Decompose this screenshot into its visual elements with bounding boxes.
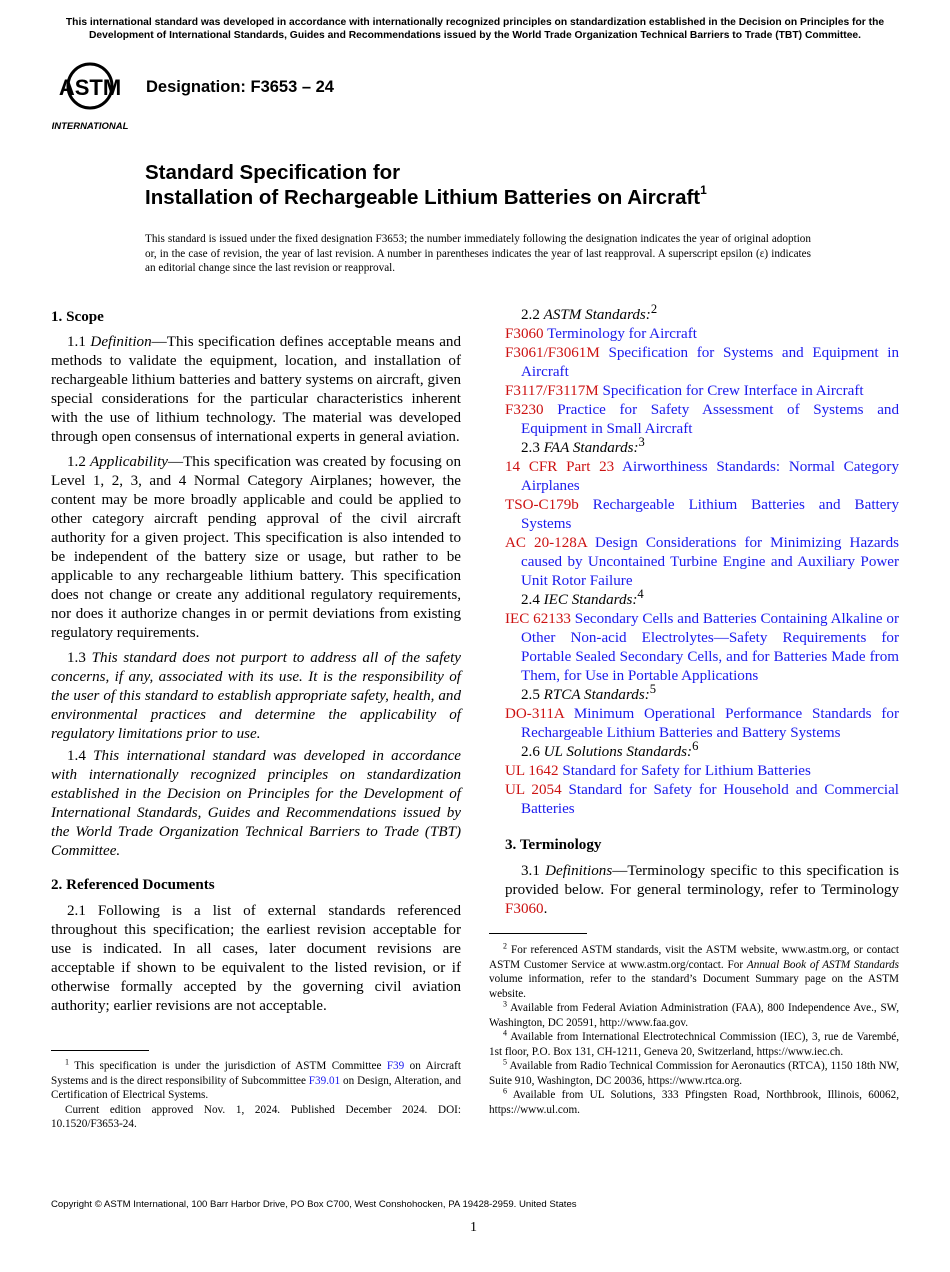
title-line2: Installation of Rechargeable Lithium Batteries on Aircraft <box>145 186 701 209</box>
footnote-4: $^4$ Available from International Electrotechnical Commission (IEC), 3, rue de Varembé, 1st floor, P.O. Box 131, CH-1211, Geneva 20, Switzerland, https://www.iec.ch. <box>489 1028 899 1058</box>
scope-p3: 1.3 This standard does not purport to address all of the safety concerns, if any, associated with its use. It is the responsibility of the user of this standard to establish appropriate safety, health, and environmental practices and determine the applicability of regulatory limitations prior to use. <box>51 650 462 742</box>
logo-subtext: INTERNATIONAL <box>52 121 129 132</box>
faa-standards-label: 2.3 FAA Standards:$^3$ <box>521 434 645 456</box>
page-number: 1 <box>470 1220 477 1235</box>
reference-entry[interactable] <box>505 458 899 496</box>
referenced-p1: 2.1 Following is a list of external standards referenced throughout this specification; the earliest revision acceptable for use is indicated. In all cases, later document revisions are acceptable if shown to be equivalent to the listed revision, or if otherwise formally accepted by the governing civil aviation authority; earlier revisions are not acceptable. <box>51 903 461 1014</box>
reference-entry[interactable] <box>505 496 899 534</box>
reference-title[interactable]: Specification for Systems and Equipment in Aircraft <box>521 345 899 380</box>
reference-entry[interactable] <box>505 781 899 819</box>
iec-standards-label: 2.4 IEC Standards:$^4$ <box>521 586 644 608</box>
title-footnote-mark: 1 <box>700 183 707 198</box>
footnote-1-edition: Current edition approved Nov. 1, 2024. Published December 2024. DOI: 10.1520/F3653-24. <box>51 1103 461 1130</box>
terminology-heading: 3. Terminology <box>505 837 602 853</box>
reference-title[interactable]: Airworthiness Standards: Normal Category Airplanes <box>521 459 899 494</box>
reference-code[interactable]: F3061/F3061M <box>505 345 600 361</box>
ul-standards-label: 2.6 UL Solutions Standards:$^6$ <box>521 738 699 760</box>
reference-title[interactable]: Standard for Safety for Lithium Batteries <box>562 763 811 779</box>
reference-entry[interactable] <box>505 325 899 344</box>
reference-code[interactable]: AC 20-128A <box>505 535 587 551</box>
reference-entry[interactable] <box>505 534 899 591</box>
footnotes-right <box>489 943 899 1117</box>
header-note: This international standard was developed in accordance with internationally recognized principles on standardization established in the Decision on Principles for the Development of International Standards, Guides and Recommendations issued by the World Trade Organization Technical Barriers to Trade (TBT) Committee. <box>65 17 885 41</box>
logo-text: ASTM <box>58 75 122 100</box>
reference-entry[interactable] <box>505 401 899 439</box>
reference-title[interactable]: Secondary Cells and Batteries Containing Alkaline or Other Non-acid Electrolytes—Safety Requirements for Portable Sealed Secondary Cells, and for Batteries Made from Them, for Use in Portable Applications <box>521 611 899 684</box>
scope-heading: 1. Scope <box>51 309 104 325</box>
reference-entry[interactable] <box>505 344 899 382</box>
reference-entry[interactable] <box>505 610 899 686</box>
astm-logo <box>52 58 136 132</box>
reference-code[interactable]: IEC 62133 <box>505 611 571 627</box>
footnote-5: $^5$ Available from Radio Technical Commission for Aeronautics (RTCA), 1150 18th NW, Suite 910, Washington, DC 20036, https://www.rtca.org. <box>489 1057 899 1087</box>
reference-code[interactable]: F3230 <box>505 402 544 418</box>
reference-code[interactable]: DO-311A <box>505 706 564 722</box>
footnote-rule-right <box>489 933 587 934</box>
left-column <box>51 308 461 1016</box>
reference-title[interactable]: Design Considerations for Minimizing Hazards caused by Uncontained Turbine Engine and Auxiliary Power Unit Rotor Failure <box>521 535 899 589</box>
reference-code[interactable]: F3117/F3117M <box>505 383 599 399</box>
reference-entry[interactable] <box>505 382 899 401</box>
terminology-p1: 3.1 Definitions—Terminology specific to this specification is provided below. For general terminology, refer to Terminology F3060. <box>505 863 900 917</box>
footnote-1: $^1$ This specification is under the jurisdiction of ASTM Committee F39 on Aircraft Systems and is the direct responsibility of Subcommittee F39.01 on Design, Alteration, and Certification of Electrical Systems. Current edition approved Nov. 1, 2024. Published December 2024. DOI: 10.1520/F3653-24. <box>51 1057 461 1130</box>
reference-title[interactable]: Terminology for Aircraft <box>547 326 697 342</box>
designation: Designation: F3653 – 24 <box>146 78 334 96</box>
issued-note: This standard is issued under the fixed designation F3653; the number immediately following the designation indicates the year of original adoption or, in the case of revision, the year of last revision. A number in parentheses indicates the year of last reapproval. A superscript epsilon (ε) indicates an editorial change since the last revision or reapproval. <box>145 233 811 275</box>
reference-code[interactable]: 14 CFR Part 23 <box>505 459 615 475</box>
reference-title[interactable]: Practice for Safety Assessment of Systems and Equipment in Small Aircraft <box>521 402 899 437</box>
reference-code[interactable]: UL 1642 <box>505 763 559 779</box>
scope-p1: 1.1 Definition—This specification defines acceptable means and methods to validate the equipment, location, and installation of rechargeable lithium batteries and battery systems on aircraft, given special considerations for the particular characteristics inherent with the use of lithium technology. The material was developed through open consensus of international experts in general aviation. <box>51 334 462 445</box>
reference-code[interactable]: UL 2054 <box>505 782 562 798</box>
reference-entry[interactable] <box>505 705 899 743</box>
rtca-standards-label: 2.5 RTCA Standards:$^5$ <box>521 681 657 703</box>
footnote-6: $^6$ Available from UL Solutions, 333 Pfingsten Road, Northbrook, Illinois, 60062, https://www.ul.com. <box>489 1086 899 1116</box>
scope-p4: 1.4 This international standard was developed in accordance with internationally recognized principles on standardization established in the Decision on Principles for the Development of International Standards, Guides and Recommendations issued by the World Trade Organization Technical Barriers to Trade (TBT) Committee. <box>51 748 462 859</box>
reference-title[interactable]: Standard for Safety for Household and Commercial Batteries <box>521 782 899 817</box>
right-column <box>505 301 900 919</box>
reference-title[interactable]: Rechargeable Lithium Batteries and Battery Systems <box>521 497 899 532</box>
link-f39[interactable]: F39 <box>386 1060 405 1072</box>
scope-p2: 1.2 Applicability—This specification was created by focusing on Level 1, 2, 3, and 4 Normal Category Airplanes; however, the content may be more broadly applicable and could be applied to other category aircraft pending approval of the civil aircraft authority for a given project. This specification is also intended to be independent of the battery size or usage, but rather to be applicable to any rechargeable lithium battery. This specification does not change or create any additional regulatory requirements, nor does it authorize changes in or permit deviations from existing regulatory requirements. <box>51 454 461 641</box>
footnote-2: $^2$ For referenced ASTM standards, visit the ASTM website, www.astm.org, or contact ASTM Customer Service at www.astm.org/contact. For Annual Book of ASTM Standards volume information, refer to the standard’s Document Summary page on the ASTM website. <box>489 941 899 1000</box>
link-f3060[interactable]: F3060 <box>505 901 544 917</box>
reference-code[interactable]: TSO-C179b <box>505 497 579 513</box>
link-f39-01[interactable]: F39.01 <box>308 1074 341 1087</box>
reference-code[interactable]: F3060 <box>505 326 544 342</box>
footnote-3: $^3$ Available from Federal Aviation Administration (FAA), 800 Independence Ave., SW, Washington, DC 20591, http://www.faa.gov. <box>489 999 899 1029</box>
reference-title[interactable]: Minimum Operational Performance Standards for Rechargeable Lithium Batteries and Battery Systems <box>521 706 899 741</box>
astm-standards-label: 2.2 ASTM Standards:$^2$ <box>521 301 658 323</box>
page-title <box>145 160 707 210</box>
referenced-heading: 2. Referenced Documents <box>51 877 215 893</box>
reference-entry[interactable] <box>505 762 899 781</box>
reference-title[interactable]: Specification for Crew Interface in Aircraft <box>602 383 864 399</box>
footnote-rule-left <box>51 1050 149 1051</box>
copyright: Copyright © ASTM International, 100 Barr Harbor Drive, PO Box C700, West Conshohocken, PA 19428-2959. United States <box>51 1199 577 1210</box>
title-line1: Standard Specification for <box>145 161 401 184</box>
